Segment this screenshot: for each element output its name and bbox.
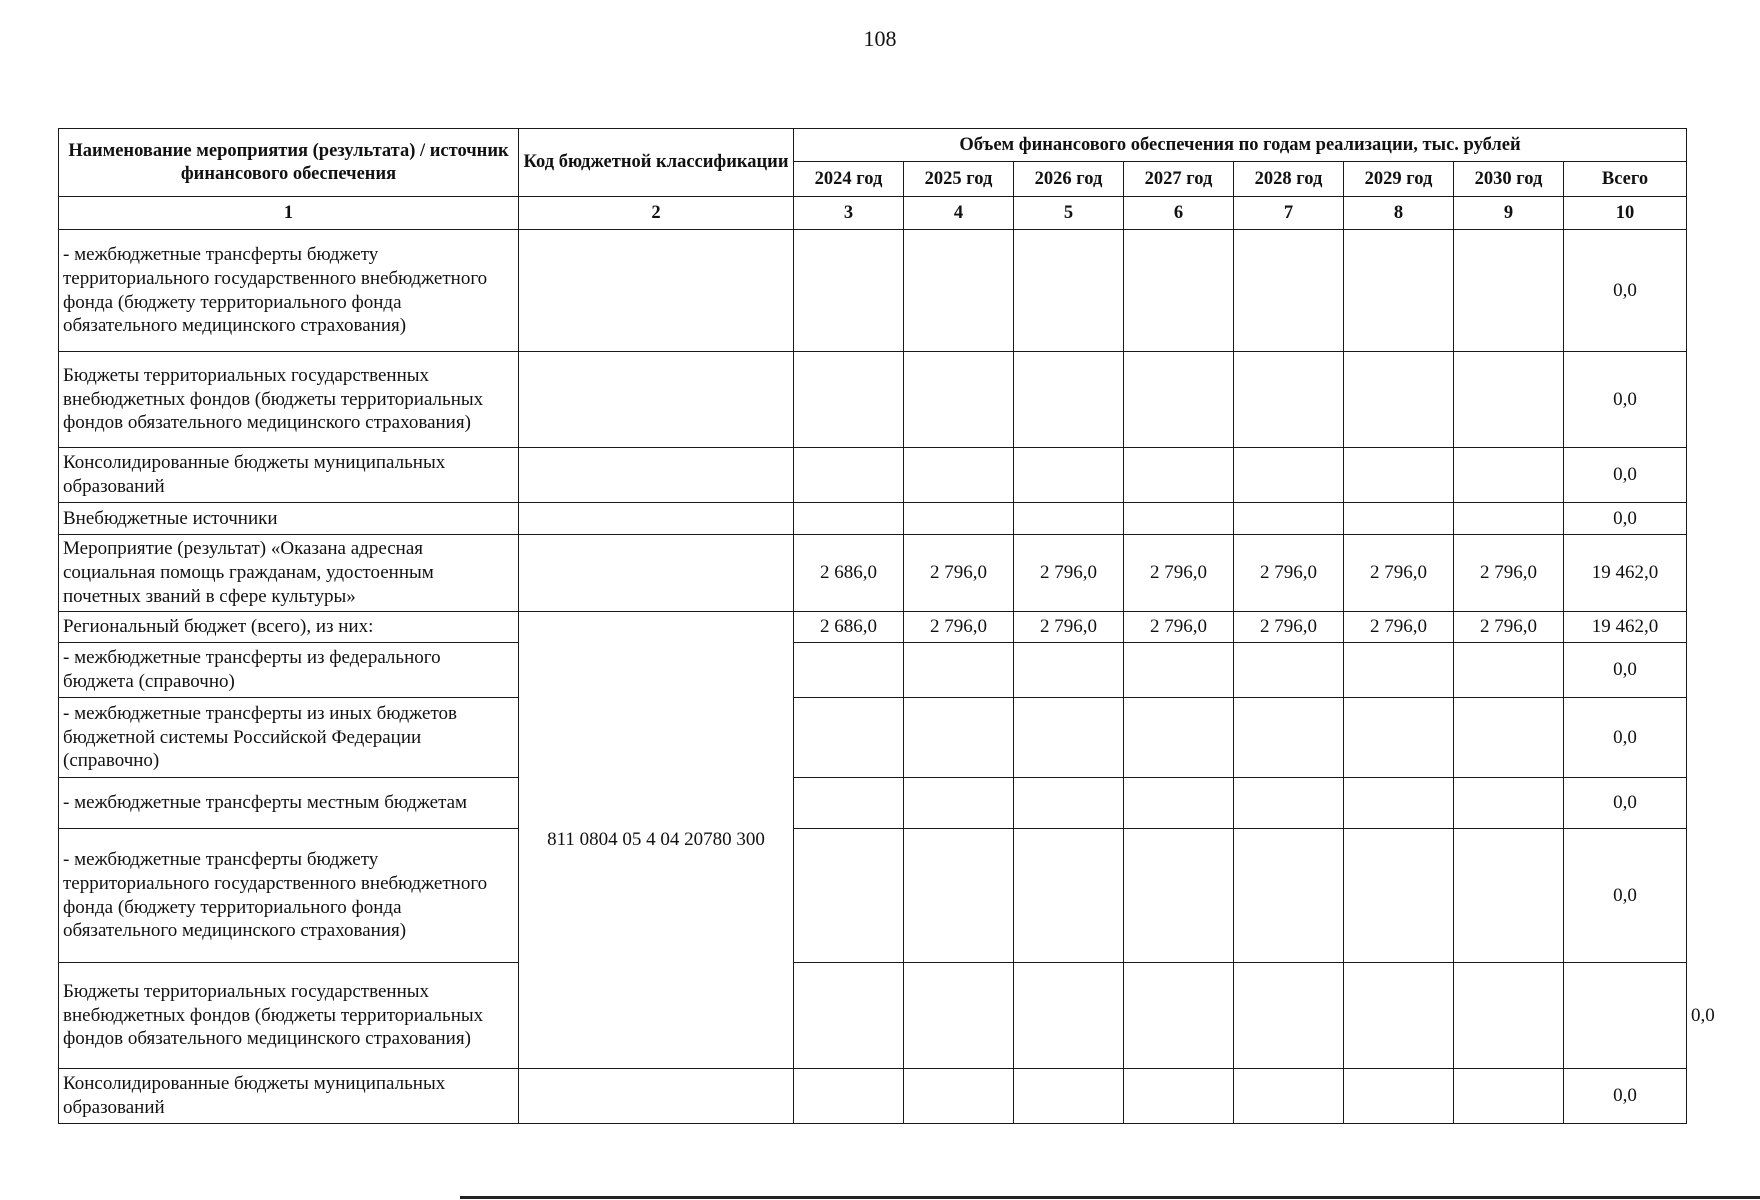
row-value xyxy=(1344,352,1454,448)
row-value xyxy=(1344,698,1454,778)
row-value xyxy=(794,698,904,778)
table-row xyxy=(59,698,1687,778)
row-value xyxy=(1454,448,1564,503)
row-total: 19 462,0 xyxy=(1564,612,1687,643)
row-name: Бюджеты территориальных государственных внебюджетных фондов (бюджеты территориальных фондов обязательного медицинского страхования) xyxy=(59,963,519,1069)
row-value xyxy=(794,448,904,503)
row-total: 0,0 xyxy=(1564,829,1687,963)
row-name: Внебюджетные источники xyxy=(59,503,519,535)
header-code: Код бюджетной классификации xyxy=(519,129,794,197)
row-name: Мероприятие (результат) «Оказана адресная социальная помощь гражданам, удостоенным почетных званий в сфере культуры» xyxy=(59,535,519,612)
table-row xyxy=(59,778,1687,829)
row-code xyxy=(519,230,794,352)
row-value xyxy=(1014,643,1124,698)
row-total: 0,0 xyxy=(1564,1069,1687,1124)
row-value xyxy=(1344,963,1454,1069)
row-total: 0,0 xyxy=(1564,352,1687,448)
row-value xyxy=(1234,1069,1344,1124)
column-number: 10 xyxy=(1564,197,1687,230)
row-value xyxy=(1014,352,1124,448)
header-name: Наименование мероприятия (результата) / источник финансового обеспечения xyxy=(59,129,519,197)
row-name: Региональный бюджет (всего), из них: xyxy=(59,612,519,643)
row-code xyxy=(519,448,794,503)
header-year: 2025 год xyxy=(904,162,1014,197)
row-value xyxy=(1234,448,1344,503)
row-code xyxy=(794,963,904,1069)
column-number: 3 xyxy=(794,197,904,230)
table-row xyxy=(59,448,1687,503)
row-value xyxy=(1014,963,1124,1069)
column-number: 2 xyxy=(519,197,794,230)
row-value: 2 796,0 xyxy=(1014,535,1124,612)
row-name: Бюджеты территориальных государственных внебюджетных фондов (бюджеты территориальных фондов обязательного медицинского страхования) xyxy=(59,352,519,448)
row-value: 2 796,0 xyxy=(1454,535,1564,612)
row-value xyxy=(1454,698,1564,778)
row-total: 0,0 xyxy=(1564,230,1687,352)
row-value xyxy=(794,1069,904,1124)
row-value xyxy=(1344,448,1454,503)
row-value xyxy=(1454,643,1564,698)
row-value: 2 796,0 xyxy=(1344,612,1454,643)
header-year: 2026 год xyxy=(1014,162,1124,197)
row-value xyxy=(1344,778,1454,829)
row-value xyxy=(1124,829,1234,963)
row-value xyxy=(1124,448,1234,503)
row-value xyxy=(1344,643,1454,698)
table-row xyxy=(59,352,1687,448)
row-value xyxy=(904,448,1014,503)
row-value xyxy=(1124,643,1234,698)
row-value xyxy=(904,1069,1014,1124)
row-value xyxy=(794,778,904,829)
row-value xyxy=(1234,963,1344,1069)
column-number: 5 xyxy=(1014,197,1124,230)
row-code xyxy=(519,503,794,535)
row-value: 2 686,0 xyxy=(794,612,904,643)
row-total: 0,0 xyxy=(1564,698,1687,778)
row-value xyxy=(1014,778,1124,829)
table-row xyxy=(59,829,1687,963)
row-value xyxy=(1454,230,1564,352)
header-year: 2027 год xyxy=(1124,162,1234,197)
row-value xyxy=(1234,503,1344,535)
row-value xyxy=(1234,778,1344,829)
row-value xyxy=(1234,352,1344,448)
row-value xyxy=(1124,1069,1234,1124)
row-name: Консолидированные бюджеты муниципальных образований xyxy=(59,448,519,503)
header-year: 2028 год xyxy=(1234,162,1344,197)
row-value xyxy=(904,643,1014,698)
row-value xyxy=(904,698,1014,778)
row-value xyxy=(1454,778,1564,829)
row-value: 2 686,0 xyxy=(794,535,904,612)
row-value xyxy=(1014,448,1124,503)
table-row xyxy=(59,503,1687,535)
row-value xyxy=(1014,230,1124,352)
row-code xyxy=(519,535,794,612)
row-total: 0,0 xyxy=(1564,503,1687,535)
row-value: 2 796,0 xyxy=(1344,535,1454,612)
column-number: 6 xyxy=(1124,197,1234,230)
header-year: 2030 год xyxy=(1454,162,1564,197)
row-value xyxy=(1344,503,1454,535)
row-code xyxy=(519,352,794,448)
row-value: 2 796,0 xyxy=(1014,612,1124,643)
row-value xyxy=(1454,352,1564,448)
row-name: - межбюджетные трансферты бюджету территориального государственного внебюджетного фонда (бюджету территориального фонда обязательного медицинского страхования) xyxy=(59,230,519,352)
header-total: Всего xyxy=(1564,162,1687,197)
row-value xyxy=(1454,829,1564,963)
row-value: 2 796,0 xyxy=(1124,612,1234,643)
row-name: Консолидированные бюджеты муниципальных образований xyxy=(59,1069,519,1124)
budget-table xyxy=(58,128,1715,1124)
row-value xyxy=(1014,829,1124,963)
row-value xyxy=(794,829,904,963)
row-value: 2 796,0 xyxy=(1234,535,1344,612)
row-value xyxy=(1014,1069,1124,1124)
header-volume: Объем финансового обеспечения по годам реализации, тыс. рублей xyxy=(794,129,1687,162)
header-year: 2024 год xyxy=(794,162,904,197)
header-year: 2029 год xyxy=(1344,162,1454,197)
row-value xyxy=(1234,643,1344,698)
row-value xyxy=(1124,963,1234,1069)
row-value xyxy=(1124,503,1234,535)
row-value xyxy=(1344,1069,1454,1124)
table-row: Бюджеты территориальных государственных внебюджетных фондов (бюджеты территориальных фондов обязательного медицинского страхования) 0,0 xyxy=(59,963,1687,1069)
row-value xyxy=(1344,829,1454,963)
row-total: 0,0 xyxy=(1564,778,1687,829)
table-row xyxy=(59,612,1687,643)
page-bottom-rule xyxy=(460,1196,1760,1199)
column-number: 4 xyxy=(904,197,1014,230)
table-row xyxy=(59,1069,1687,1124)
row-value xyxy=(794,643,904,698)
row-value xyxy=(794,352,904,448)
row-total: 19 462,0 xyxy=(1564,535,1687,612)
row-value xyxy=(1124,230,1234,352)
row-value: 2 796,0 xyxy=(1234,612,1344,643)
row-value xyxy=(1234,230,1344,352)
row-value xyxy=(904,352,1014,448)
row-value: 2 796,0 xyxy=(904,612,1014,643)
row-value: 2 796,0 xyxy=(1454,612,1564,643)
column-number: 9 xyxy=(1454,197,1564,230)
row-value xyxy=(1234,698,1344,778)
row-value xyxy=(1124,352,1234,448)
row-name: - межбюджетные трансферты местным бюджетам xyxy=(59,778,519,829)
row-value xyxy=(1454,963,1564,1069)
row-value: 2 796,0 xyxy=(1124,535,1234,612)
column-number: 8 xyxy=(1344,197,1454,230)
row-value xyxy=(1014,698,1124,778)
row-value xyxy=(904,829,1014,963)
row-value: 2 796,0 xyxy=(904,535,1014,612)
row-value xyxy=(1564,963,1687,1069)
row-name: - межбюджетные трансферты бюджету территориального государственного внебюджетного фонда (бюджету территориального фонда обязательного медицинского страхования) xyxy=(59,829,519,963)
row-total: 0,0 xyxy=(1564,448,1687,503)
table-row xyxy=(59,643,1687,698)
page-number: 108 xyxy=(863,26,897,51)
row-value xyxy=(904,963,1014,1069)
row-value xyxy=(1014,503,1124,535)
row-total: 0,0 xyxy=(1564,643,1687,698)
row-value xyxy=(904,778,1014,829)
row-value xyxy=(1234,829,1344,963)
row-value xyxy=(904,503,1014,535)
row-value xyxy=(1454,1069,1564,1124)
table-row xyxy=(59,535,1687,612)
row-name: - межбюджетные трансферты из федерального бюджета (справочно) xyxy=(59,643,519,698)
row-value xyxy=(1124,778,1234,829)
table-row xyxy=(59,230,1687,352)
row-value xyxy=(794,503,904,535)
row-value xyxy=(1124,698,1234,778)
budget-code: 811 0804 05 4 04 20780 300 xyxy=(519,612,794,1069)
row-code xyxy=(519,1069,794,1124)
column-number: 7 xyxy=(1234,197,1344,230)
row-value xyxy=(904,230,1014,352)
column-number: 1 xyxy=(59,197,519,230)
row-value xyxy=(1344,230,1454,352)
row-name: - межбюджетные трансферты из иных бюджетов бюджетной системы Российской Федерации (справочно) xyxy=(59,698,519,778)
row-value xyxy=(1454,503,1564,535)
row-value xyxy=(794,230,904,352)
